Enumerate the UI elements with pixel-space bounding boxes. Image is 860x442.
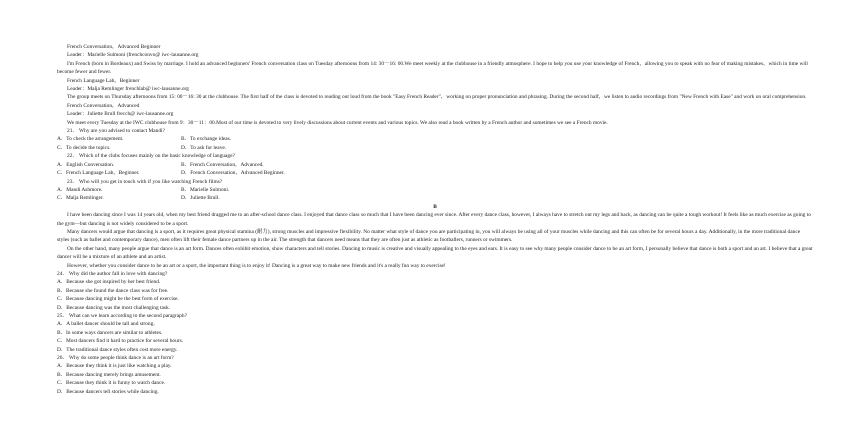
- passage-paragraph-3: On the other hand, many people argue that dance is an art form. Dances often exhibit emotion, show characters and tell stories. Dancing to music is creative and visually appealing to the eyes and ears. It is easy to see why many people consider dance to be an art form, I personally believe that dance is both a sport and an art. I believe that a great dancer will be a mixture of an athlete and an artist.: [57, 245, 813, 261]
- club-2-name: French Language Lab，Beginner: [67, 77, 140, 84]
- question-21-stem: 21． Why are you advised to contact Mandi?: [67, 128, 165, 135]
- question-22-option-d: D．French Conversation，Advanced Beginner.: [181, 170, 285, 177]
- passage-paragraph-2: Many dancers would argue that dancing is a sport, as it requires great physical stamina (耐力), strong muscles and impressive flexibility. No matter what style of dance you are participating in, you will always be using all of your muscles while dancing and this can often be for several hours a day. Additionally, in the more traditional dance styles (such as ballet and contemporary dance), men often lift their female dance partners up in the air. The strength that dancers need means that they are often just as athletic as footballers, runners or swimmers.: [57, 228, 801, 244]
- question-22-option-c: C．French Language Lab，Beginner.: [57, 170, 140, 177]
- question-25-option-b: B．In some ways dancers are similar to athletes.: [57, 329, 163, 336]
- passage-paragraph-1: I have been dancing since I was 14 years old, when my best friend dragged me to an after-school dance class. I enjoyed that dance class so much that I have been dancing ever since. After every dance class, however, I always have to stretch out my legs and back, as dancing can be quite a tough workout! It feels like as much exercise as going to the gym—but dancing is not widely considered to be a sport.: [57, 212, 811, 227]
- document-page: [57, 43, 813, 396]
- question-26-option-c: C．Because they think it is funny to watch dance.: [57, 380, 166, 387]
- question-23-options-row2: [57, 194, 813, 202]
- question-21-options-row2: [57, 144, 813, 152]
- club-3-name: French Conversation，Advanced: [67, 102, 140, 109]
- question-21-option-c: C．To decide the topics.: [57, 144, 111, 151]
- question-22-stem: 22． Which of the clubs focuses mainly on the basic knowledge of language?: [67, 153, 235, 160]
- question-21-option-a: A．To check the arrangement.: [57, 136, 124, 143]
- question-22-options-row1: [57, 161, 813, 169]
- club-1-description: I'm French (born in Bordeaux) and Swiss by marriage. I hold an advanced beginners' French conversation class on Tuesday afternoons from 14: 30－16: 00.We meet weekly at the clubhouse in a friendly atmosphere. I hope to help you use your knowledge of French，allowing you to speak with no fear of making mistakes，which in time will become fewer and fewer.: [57, 60, 808, 76]
- question-23-option-b: B．Marielle Sulmoni.: [181, 186, 230, 193]
- section-b-heading: B: [433, 203, 437, 210]
- question-25-option-d: D．The traditional dance styles often cost more energy.: [57, 346, 178, 353]
- question-25-stem: 25． What can we learn according to the second paragraph?: [57, 313, 187, 319]
- question-22-option-b: B．French Conversation，Advanced.: [181, 161, 264, 168]
- question-24-option-c: C．Because dancing might be the best form of exercise.: [57, 296, 179, 303]
- question-26-option-d: D．Because dancers tell stories while dancing.: [57, 388, 159, 395]
- question-26-option-b: B．Because dancing merely brings amusement.: [57, 371, 161, 378]
- question-26-stem: 26． Why do some people think dance is an art form?: [57, 355, 174, 362]
- question-23-options-row1: [57, 186, 813, 194]
- club-3-description: We meet every Tuesday at the IWC clubhouse from 9：30－11：00.Most of our time is devoted to very lively discussions about current events and various topics. We also read a book written by a French author and sometimes we see a French movie.: [67, 119, 608, 126]
- question-26-option-a: A．Because they think it is just like watching a play.: [57, 363, 172, 370]
- club-3-leader: Leader：Juliette Brull frecch@ iwc-lausanne.org: [67, 111, 174, 118]
- question-23-stem: 23． Who will you get in touch with if you like watching French films?: [67, 178, 223, 185]
- question-23-option-d: D．Juliette Brull.: [181, 195, 220, 202]
- question-21-option-b: B．To exchange ideas.: [181, 136, 232, 143]
- question-23-option-c: C．Malja Remlinger.: [57, 195, 104, 202]
- question-22-options-row2: [57, 169, 813, 177]
- question-24-option-d: D．Because dancing was the most challenging task.: [57, 304, 171, 311]
- question-22-option-a: A．English Conversation.: [57, 161, 115, 168]
- club-2-leader: Leader：Malja Remlinger frenchlab@ iwc-lausanne.org: [67, 86, 189, 93]
- question-24-option-b: B．Because she found the dance class was for free.: [57, 287, 169, 294]
- question-21-options-row1: [57, 135, 813, 143]
- club-2-description: The group meets on Thursday afternoons from 15: 00－16: 30 at the clubhouse. The first half of the class is devoted to reading out loud from the book "Easy French Reader"，working on proper pronunciation and phrasing. During the second half，we listen to audio recordings from "New French with Ease" and work on oral comprehension.: [67, 94, 807, 101]
- passage-paragraph-4: However, whether you consider dance to be an art or a sport, the important thing is to enjoy it! Dancing is a great way to make new friends and it's a really fun way to exercise!: [67, 262, 446, 269]
- question-24-option-a: A．Because she got inspired by her best friend.: [57, 279, 161, 286]
- question-25-option-a: A．A ballet dancer should be tall and strong．: [57, 321, 159, 328]
- club-1-name: French Conversation，Advanced Beginner: [67, 44, 161, 50]
- question-24-stem: 24． Why did the author fall in love with dancing?: [57, 270, 168, 277]
- question-23-option-a: A．Mandi Ashmore.: [57, 186, 103, 193]
- question-21-option-d: D．To ask for leave.: [181, 144, 227, 151]
- question-25-option-c: C．Most dancers find it hard to practice for several hours.: [57, 338, 184, 345]
- club-1-leader: Leader：Marielle Sulmoni (frenchconvo@ iwc-lausanne.org: [67, 52, 199, 59]
